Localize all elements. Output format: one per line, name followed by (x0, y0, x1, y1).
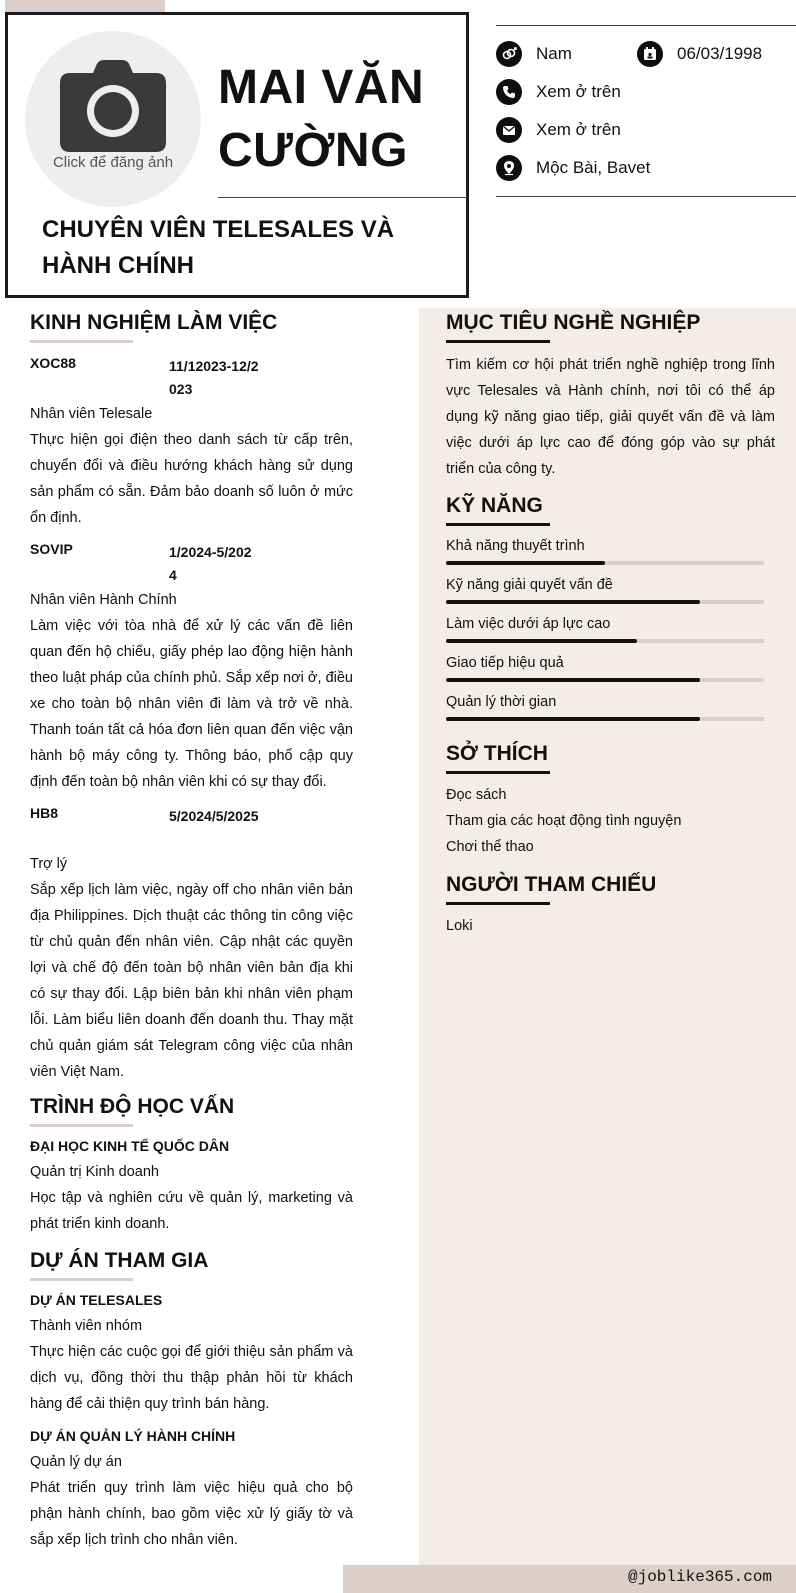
job-description: Thực hiện gọi điện theo danh sách từ cấp trên, chuyển đổi và điều hướng khách hàng sử dụng sản phẩm có sẵn. Đảm bảo doanh số luôn ở mức ổn định. (30, 432, 353, 526)
references-title: NGƯỜI THAM CHIẾU (446, 873, 657, 896)
project-name: DỰ ÁN TELESALES (30, 1292, 163, 1308)
section-underline (30, 1278, 133, 1281)
avatar-upload[interactable] (25, 31, 201, 207)
education-description: Học tập và nghiên cứu về quản lý, marketing và phát triển kinh doanh. (30, 1190, 353, 1232)
date-range: 11/12023-12/2023 (169, 358, 259, 397)
camera-icon (60, 60, 166, 152)
major: Quản trị Kinh doanh (30, 1164, 159, 1180)
job-role: Nhân viên Hành Chính (30, 592, 177, 608)
skill-bar (446, 639, 764, 643)
education-block (30, 1133, 353, 1237)
skill-bar-fill (446, 639, 637, 643)
experience-list (30, 355, 353, 1085)
experience-item (30, 805, 353, 1085)
skill-bar (446, 678, 764, 682)
date-range: 5/2024/5/2025 (169, 808, 259, 824)
full-name: MAI VĂN CƯỜNG (218, 61, 425, 177)
gender-icon (496, 41, 522, 67)
job-description: Làm việc với tòa nhà để xử lý các vấn đề liên quan đến hộ chiếu, giấy phép lao động hiện hành theo luật pháp của chính phủ. Sắp xếp nơi ở, điều xe cho toàn bộ nhân viên đi làm và trở về nhà. Thanh toán tất cả hóa đơn liên quan đến việc vận hành bộ máy công ty. Thông báo, phổ cập quy định đến toàn bộ nhân viên khi có sự thay đổi. (30, 618, 353, 790)
address-value: Mộc Bài, Bavet (536, 158, 651, 177)
skill-bar (446, 717, 764, 721)
objective-title: MỤC TIÊU NGHỀ NGHIỆP (446, 311, 701, 334)
job-description: Sắp xếp lịch làm việc, ngày off cho nhân viên bản địa Philippines. Dịch thuật các thông tin công việc từ chủ quản đến nhân viên. Cập nhật các quyền lợi và chế độ đến toàn bộ nhân viên bản địa khi có sự thay đổi. Lập biên bản khi nhân viên phạm lỗi. Làm biểu liên doanh đến doanh thu. Thay mặt chủ quản giám sát Telegram công việc của nhân viên Việt Nam. (30, 882, 353, 1080)
project-item (30, 1287, 353, 1417)
hobbies-title: SỞ THÍCH (446, 742, 548, 765)
hobby-item: Tham gia các hoạt động tình nguyện (446, 813, 682, 829)
contact-phone (496, 79, 621, 105)
hobby-item: Chơi thể thao (446, 839, 534, 855)
section-underline (446, 902, 550, 905)
project-item (30, 1423, 353, 1553)
skill-bar-fill (446, 600, 700, 604)
school-name: ĐẠI HỌC KINH TẾ QUỐC DÂN (30, 1138, 230, 1154)
job-title: CHUYÊN VIÊN TELESALES VÀ HÀNH CHÍNH (42, 216, 395, 279)
avatar-caption: Click để đăng ảnh (52, 153, 174, 171)
skill-label: Giao tiếp hiệu quả (446, 655, 564, 671)
divider (218, 197, 467, 198)
gender-value: Nam (536, 44, 572, 63)
email-value: Xem ở trên (536, 120, 621, 139)
project-description: Thực hiện các cuộc gọi để giới thiệu sản phẩm và dịch vụ, đồng thời thu thập phản hồi từ khách hàng để cải thiện quy trình bán hàng. (30, 1344, 353, 1412)
phone-value: Xem ở trên (536, 82, 621, 101)
divider (496, 25, 796, 26)
skills-title: KỸ NĂNG (446, 494, 543, 517)
contact-gender (496, 41, 572, 67)
section-underline (30, 1124, 133, 1127)
contact-address (496, 155, 650, 181)
date-range: 1/2024-5/2024 (169, 544, 252, 583)
project-role: Quản lý dự án (30, 1454, 122, 1470)
footer-watermark: @joblike365.com (628, 1568, 773, 1586)
envelope-icon (496, 117, 522, 143)
skill-label: Làm việc dưới áp lực cao (446, 616, 611, 632)
project-description: Phát triển quy trình làm việc hiệu quả cho bộ phận hành chính, bao gồm việc xử lý giấy tờ và sắp xếp lịch trình cho nhân viên. (30, 1480, 353, 1548)
section-underline (446, 523, 550, 526)
job-role: Trợ lý (30, 856, 68, 872)
birthday-value: 06/03/1998 (677, 44, 763, 63)
projects-title: DỰ ÁN THAM GIA (30, 1249, 209, 1272)
divider (496, 196, 796, 197)
skill-bar-fill (446, 561, 605, 565)
experience-title: KINH NGHIỆM LÀM VIỆC (30, 311, 278, 334)
education-title: TRÌNH ĐỘ HỌC VẤN (30, 1095, 235, 1118)
contact-email (496, 117, 621, 143)
projects-list (30, 1287, 353, 1553)
contact-birthday (637, 41, 762, 67)
job-role: Nhân viên Telesale (30, 406, 153, 422)
phone-icon (496, 79, 522, 105)
section-underline (446, 771, 550, 774)
skill-label: Quản lý thời gian (446, 694, 557, 710)
project-role: Thành viên nhóm (30, 1318, 143, 1334)
skill-bar-fill (446, 678, 700, 682)
calendar-icon (637, 41, 663, 67)
company-name: HB8 (30, 805, 59, 821)
objective-text: Tìm kiếm cơ hội phát triển nghề nghiệp trong lĩnh vực Telesales và Hành chính, nơi tôi có thể áp dụng kỹ năng giao tiếp, giải quyết vấn đề và làm việc dưới áp lực cao để đóng góp vào sự phát triển của công ty. (446, 357, 775, 477)
location-pin-icon (496, 155, 522, 181)
experience-item (30, 355, 353, 531)
skill-bar (446, 561, 764, 565)
section-underline (30, 340, 133, 343)
skill-bar (446, 600, 764, 604)
skill-bar-fill (446, 717, 700, 721)
reference-item: Loki (446, 918, 473, 934)
experience-item (30, 541, 353, 795)
hobby-item: Đọc sách (446, 787, 507, 803)
project-name: DỰ ÁN QUẢN LÝ HÀNH CHÍNH (30, 1428, 236, 1444)
company-name: SOVIP (30, 541, 73, 557)
section-underline (446, 340, 550, 343)
skill-label: Khả năng thuyết trình (446, 538, 585, 554)
company-name: XOC88 (30, 355, 76, 371)
skill-label: Kỹ năng giải quyết vấn đề (446, 577, 613, 593)
